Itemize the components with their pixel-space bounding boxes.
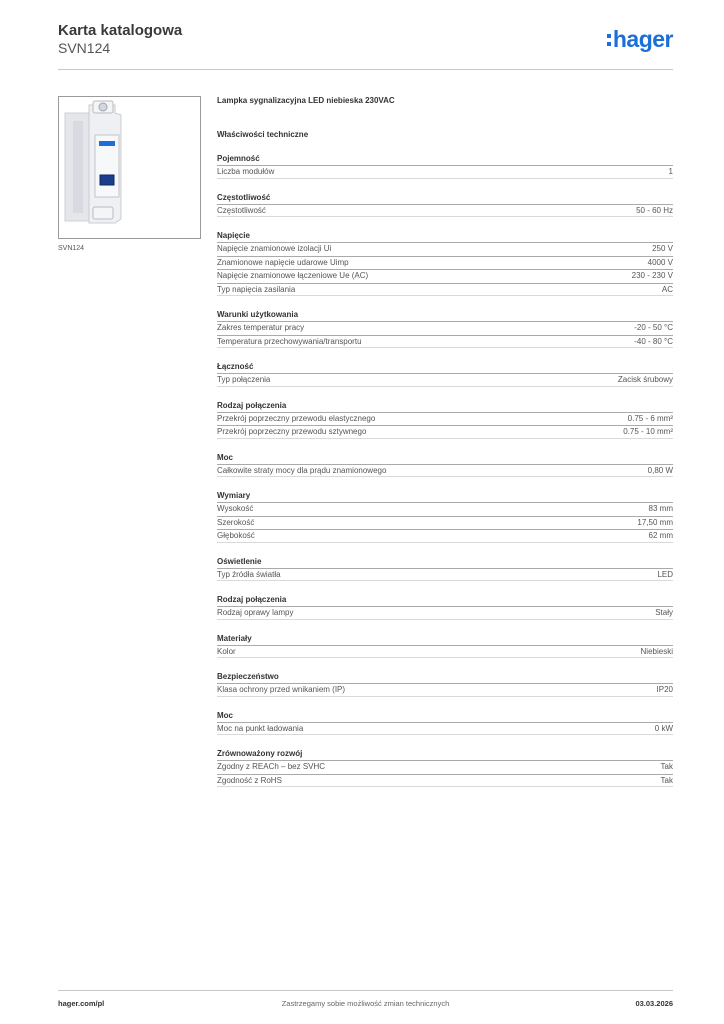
spec-value: 0 kW	[654, 723, 673, 733]
spec-label: Zakres temperatur pracy	[217, 323, 305, 332]
spec-row	[217, 335, 673, 349]
spec-value: 230 - 230 V	[631, 271, 673, 280]
spec-value: Tak	[660, 762, 673, 771]
spec-row	[217, 256, 673, 270]
section-title: Rodzaj połączenia	[217, 595, 287, 604]
spec-row	[217, 760, 673, 774]
spec-section	[217, 709, 673, 748]
spec-value: 0,80 W	[647, 465, 673, 475]
spec-row	[217, 204, 673, 218]
footer-website: hager.com/pl	[58, 999, 105, 1008]
spec-label: Rodzaj oprawy lampy	[217, 608, 294, 617]
spec-row	[217, 606, 673, 620]
spec-label: Moc na punkt ładowania	[217, 723, 304, 733]
spec-row	[217, 283, 673, 297]
spec-row	[217, 242, 673, 256]
spec-label: Szerokość	[217, 517, 255, 527]
spec-section	[217, 670, 673, 709]
section-title: Zrównoważony rozwój	[217, 749, 303, 758]
spec-label: Kolor	[217, 646, 236, 656]
product-code: SVN124	[58, 40, 111, 56]
spec-label: Wysokość	[217, 504, 254, 513]
page-header	[58, 22, 673, 70]
spec-section	[217, 555, 673, 594]
spec-label: Klasa ochrony przed wnikaniem (IP)	[217, 685, 346, 694]
spec-section	[217, 489, 673, 555]
spec-section	[217, 191, 673, 230]
spec-label: Głębokość	[217, 531, 255, 540]
spec-label: Znamionowe napięcie udarowe Uimp	[217, 257, 349, 267]
section-title: Pojemność	[217, 154, 260, 163]
section-title: Rodzaj połączenia	[217, 400, 287, 410]
spec-row	[217, 269, 673, 283]
spec-section	[217, 399, 673, 451]
spec-sections	[217, 152, 673, 799]
spec-row	[217, 529, 673, 543]
spec-label: Zgodność z RoHS	[217, 775, 282, 785]
spec-section	[217, 360, 673, 399]
hager-logo	[607, 26, 673, 52]
spec-section	[217, 308, 673, 360]
section-title: Napięcie	[217, 231, 250, 240]
spec-value: 0.75 - 10 mm²	[623, 427, 673, 436]
spec-value: 4000 V	[647, 257, 673, 267]
spec-row	[217, 412, 673, 426]
spec-label: Typ napięcia zasilania	[217, 284, 296, 294]
spec-label: Napięcie znamionowe łączeniowe Ue (AC)	[217, 271, 369, 280]
spec-value: 250 V	[652, 244, 673, 253]
spec-row	[217, 373, 673, 387]
spec-row	[217, 722, 673, 736]
spec-value: Tak	[660, 775, 673, 785]
spec-section	[217, 747, 673, 799]
spec-row	[217, 645, 673, 659]
section-title: Moc	[217, 710, 233, 720]
section-title: Częstotliwość	[217, 192, 271, 202]
spec-label: Całkowite straty mocy dla prądu znamionowego	[217, 465, 387, 475]
spec-row	[217, 502, 673, 516]
spec-value: 0.75 - 6 mm²	[627, 413, 673, 423]
logo-dots-icon	[607, 34, 611, 46]
spec-label: Temperatura przechowywania/transportu	[217, 336, 362, 346]
footer-date: 03.03.2026	[635, 999, 673, 1008]
document-title: Karta katalogowa	[58, 22, 183, 39]
spec-section	[217, 152, 673, 191]
spec-row	[217, 774, 673, 788]
section-title: Warunki użytkowania	[217, 310, 299, 319]
product-image-caption: SVN124	[58, 245, 85, 252]
spec-value: Stały	[655, 608, 673, 617]
spec-value: IP20	[656, 685, 673, 694]
spec-value: -40 - 80 °C	[634, 336, 673, 346]
spec-row	[217, 683, 673, 697]
properties-heading: Właściwości techniczne	[217, 130, 309, 139]
section-title: Bezpieczeństwo	[217, 672, 279, 681]
spec-row	[217, 425, 673, 439]
spec-row	[217, 321, 673, 335]
spec-label: Zgodny z REACh – bez SVHC	[217, 762, 326, 771]
spec-value: 83 mm	[648, 504, 673, 513]
spec-label: Typ połączenia	[217, 375, 271, 384]
modular-lamp-illustration	[59, 97, 200, 238]
section-title: Materiały	[217, 633, 252, 643]
spec-label: Napięcie znamionowe izolacji Ui	[217, 244, 332, 253]
spec-row	[217, 516, 673, 530]
spec-row	[217, 464, 673, 478]
spec-value: 1	[668, 167, 673, 176]
page-footer	[58, 990, 673, 1012]
section-title: Wymiary	[217, 491, 251, 500]
section-title: Moc	[217, 452, 233, 462]
spec-value: AC	[661, 284, 673, 294]
spec-label: Typ źródła światła	[217, 569, 281, 579]
spec-row	[217, 165, 673, 179]
section-title: Łączność	[217, 362, 254, 371]
section-title: Oświetlenie	[217, 556, 262, 566]
spec-value: 17,50 mm	[637, 517, 673, 527]
spec-label: Częstotliwość	[217, 205, 266, 215]
product-image	[58, 96, 201, 239]
spec-section	[217, 229, 673, 308]
spec-value: -20 - 50 °C	[634, 323, 673, 332]
product-name: Lampka sygnalizacyjna LED niebieska 230VAC	[217, 96, 395, 105]
spec-label: Przekrój poprzeczny przewodu sztywnego	[217, 427, 367, 436]
footer-disclaimer: Zastrzegamy sobie możliwość zmian technicznych	[281, 999, 450, 1008]
spec-label: Przekrój poprzeczny przewodu elastycznego	[217, 413, 376, 423]
spec-value: 62 mm	[648, 531, 673, 540]
logo-text: hager	[612, 25, 673, 52]
spec-value: Niebieski	[640, 646, 673, 656]
spec-value: LED	[657, 569, 673, 579]
spec-section	[217, 593, 673, 632]
spec-value: 50 - 60 Hz	[636, 205, 673, 215]
spec-label: Liczba modułów	[217, 167, 275, 176]
spec-section	[217, 632, 673, 671]
spec-value: Zacisk śrubowy	[617, 375, 673, 384]
spec-row	[217, 568, 673, 582]
spec-section	[217, 451, 673, 490]
specification-content	[217, 96, 673, 799]
